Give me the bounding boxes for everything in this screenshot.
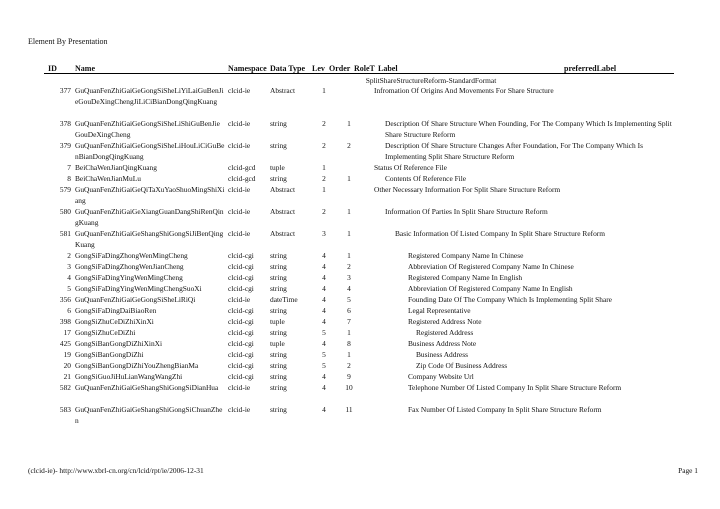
table-row xyxy=(0,118,720,140)
row-name: GongSiZhuCeDiZhiXinXi xyxy=(75,317,154,326)
row-order: 2 xyxy=(347,141,351,150)
row-id: 6 xyxy=(67,306,71,315)
table-row xyxy=(0,305,720,316)
row-level: 2 xyxy=(322,119,326,128)
row-id: 356 xyxy=(59,295,71,304)
row-order: 7 xyxy=(347,317,351,326)
row-label: Registered Company Name In English xyxy=(408,273,523,282)
row-id: 17 xyxy=(63,328,71,337)
row-name: GongSiFaDingZhongWenMingCheng xyxy=(75,251,188,260)
table-row xyxy=(0,228,720,250)
row-namespace: clcid-ie xyxy=(228,383,251,392)
row-name: GongSiFaDingZhongWenJianCheng xyxy=(75,262,184,271)
header-id: ID xyxy=(48,64,57,73)
table-row xyxy=(0,261,720,272)
header-level: Lev xyxy=(312,64,325,73)
row-order: 6 xyxy=(347,306,351,315)
footer-source: (clcid-ie)- http://www.xbrl-cn.org/cn/lcid/rpt/ie/2006-12-31 xyxy=(28,466,204,475)
row-data-type: string xyxy=(270,174,287,183)
footer-page-number: Page 1 xyxy=(678,466,698,475)
row-order: 2 xyxy=(347,262,351,271)
row-data-type: string xyxy=(270,383,287,392)
row-id: 581 xyxy=(59,229,71,238)
row-namespace: clcid-cgi xyxy=(228,273,254,282)
row-data-type: string xyxy=(270,141,287,150)
row-label: Abbreviation Of Registered Company Name In English xyxy=(408,284,573,293)
row-order: 10 xyxy=(345,383,353,392)
row-label: Founding Date Of The Company Which Is Implementing Split Share xyxy=(408,295,612,304)
row-name: GuQuanFenZhiGaiGeGongSiSheLiYiLaiGuBenJieGouDeXingChengJiLiCiBianDongQingKuang xyxy=(75,86,224,106)
row-id: 579 xyxy=(59,185,71,194)
row-data-type: Abstract xyxy=(270,229,296,238)
row-name: GuQuanFenZhiGaiGeGongSiSheLiHouLiCiGuBenBianDongQingKuang xyxy=(75,141,225,161)
row-label: Infromation Of Origins And Movements For Share Structure xyxy=(374,86,554,95)
row-namespace: clcid-cgi xyxy=(228,262,254,271)
row-id: 425 xyxy=(59,339,71,348)
row-label: Other Necessary Information For Split Share Structure Reform xyxy=(374,185,561,194)
row-level: 2 xyxy=(322,174,326,183)
row-id: 2 xyxy=(67,251,71,260)
header-role: RoleT xyxy=(354,64,375,73)
row-name: BeiChaWenJianMuLu xyxy=(75,174,141,183)
row-data-type: Abstract xyxy=(270,185,296,194)
row-label: Basic Information Of Listed Company In Split Share Structure Reform xyxy=(395,229,605,238)
row-label: Status Of Reference File xyxy=(374,163,447,172)
row-order: 1 xyxy=(347,174,351,183)
row-level: 4 xyxy=(322,284,326,293)
row-id: 378 xyxy=(59,119,71,128)
document-title: Element By Presentation xyxy=(28,37,108,46)
row-namespace: clcid-cgi xyxy=(228,317,254,326)
row-label: Zip Code Of Business Address xyxy=(416,361,508,370)
row-label: Telephone Number Of Listed Company In Split Share Structure Reform xyxy=(408,383,622,392)
row-data-type: string xyxy=(270,119,287,128)
table-row xyxy=(0,349,720,360)
row-level: 5 xyxy=(322,361,326,370)
row-namespace: clcid-ie xyxy=(228,207,251,216)
row-id: 398 xyxy=(59,317,71,326)
row-order: 8 xyxy=(347,339,351,348)
row-name: GuQuanFenZhiGaiGeGongSiSheLiShiGuBenJieGouDeXingCheng xyxy=(75,119,220,139)
row-namespace: clcid-cgi xyxy=(228,339,254,348)
table-row xyxy=(0,294,720,305)
row-id: 8 xyxy=(67,174,71,183)
row-level: 4 xyxy=(322,383,326,392)
row-id: 7 xyxy=(67,163,71,172)
row-level: 4 xyxy=(322,251,326,260)
row-name: GuQuanFenZhiGaiGeShangShiGongSiChuanZhen xyxy=(75,405,223,425)
row-level: 2 xyxy=(322,141,326,150)
header-data-type: Data Type xyxy=(270,64,306,73)
section-title: SplitShareStructureReform-StandardFormat xyxy=(365,76,497,85)
table-row xyxy=(0,162,720,173)
row-order: 3 xyxy=(347,273,351,282)
table-row xyxy=(0,272,720,283)
table-row xyxy=(0,250,720,261)
table-row xyxy=(0,316,720,327)
row-name: BeiChaWenJianQingKuang xyxy=(75,163,157,172)
row-label: Business Address xyxy=(416,350,468,359)
row-namespace: clcid-cgi xyxy=(228,372,254,381)
row-order: 1 xyxy=(347,328,351,337)
row-level: 4 xyxy=(322,339,326,348)
row-name: GongSiFaDingYingWenMingChengSuoXi xyxy=(75,284,202,293)
row-data-type: tuple xyxy=(270,317,285,326)
header-rule xyxy=(44,73,674,74)
row-level: 5 xyxy=(322,350,326,359)
row-data-type: string xyxy=(270,284,287,293)
row-label: Description Of Share Structure Changes After Foundation, For The Company Which Is Implementing Split Share Structure Reform xyxy=(385,141,643,161)
row-namespace: clcid-ie xyxy=(228,119,251,128)
row-id: 580 xyxy=(59,207,71,216)
row-namespace: clcid-cgi xyxy=(228,284,254,293)
table-row xyxy=(0,283,720,294)
row-id: 379 xyxy=(59,141,71,150)
row-id: 20 xyxy=(63,361,71,370)
row-level: 5 xyxy=(322,328,326,337)
row-level: 3 xyxy=(322,229,326,238)
row-name: GuQuanFenZhiGaiGeXiangGuanDangShiRenQingKuang xyxy=(75,207,224,227)
row-name: GongSiFaDingDaiBiaoRen xyxy=(75,306,157,315)
row-data-type: tuple xyxy=(270,339,285,348)
row-id: 5 xyxy=(67,284,71,293)
row-data-type: Abstract xyxy=(270,86,296,95)
row-label: Registered Company Name In Chinese xyxy=(408,251,524,260)
row-namespace: clcid-cgi xyxy=(228,361,254,370)
row-data-type: string xyxy=(270,328,287,337)
row-name: GongSiBanGongDiZhi xyxy=(75,350,144,359)
row-level: 1 xyxy=(322,163,326,172)
row-data-type: string xyxy=(270,405,287,414)
row-level: 4 xyxy=(322,306,326,315)
row-order: 5 xyxy=(347,295,351,304)
row-level: 1 xyxy=(322,185,326,194)
row-data-type: string xyxy=(270,251,287,260)
row-namespace: clcid-gcd xyxy=(228,174,256,183)
row-data-type: string xyxy=(270,350,287,359)
row-label: Business Address Note xyxy=(408,339,477,348)
row-label: Description Of Share Structure When Founding, For The Company Which Is Implementing Split Share Structure Reform xyxy=(385,119,672,139)
row-data-type: Abstract xyxy=(270,207,296,216)
row-data-type: string xyxy=(270,273,287,282)
row-label: Registered Address Note xyxy=(408,317,482,326)
row-id: 582 xyxy=(59,383,71,392)
row-namespace: clcid-ie xyxy=(228,185,251,194)
header-name: Name xyxy=(75,64,95,73)
row-data-type: string xyxy=(270,306,287,315)
row-namespace: clcid-cgi xyxy=(228,328,254,337)
header-label: Label xyxy=(378,64,398,73)
row-label: Registered Address xyxy=(416,328,474,337)
header-order: Order xyxy=(329,64,351,73)
row-level: 1 xyxy=(322,86,326,95)
row-id: 21 xyxy=(63,372,71,381)
row-label: Abbreviation Of Registered Company Name In Chinese xyxy=(408,262,574,271)
row-namespace: clcid-ie xyxy=(228,295,251,304)
row-level: 4 xyxy=(322,262,326,271)
row-namespace: clcid-ie xyxy=(228,141,251,150)
row-name: GuQuanFenZhiGaiGeShangShiGongSiJiBenQingKuang xyxy=(75,229,224,249)
row-name: GuQuanFenZhiGaiGeQiTaXuYaoShuoMingShiXiang xyxy=(75,185,225,205)
row-label: Legal Representative xyxy=(408,306,471,315)
row-level: 4 xyxy=(322,372,326,381)
row-level: 4 xyxy=(322,317,326,326)
row-namespace: clcid-ie xyxy=(228,86,251,95)
row-level: 2 xyxy=(322,207,326,216)
row-namespace: clcid-ie xyxy=(228,229,251,238)
row-namespace: clcid-gcd xyxy=(228,163,256,172)
row-order: 2 xyxy=(347,361,351,370)
row-order: 4 xyxy=(347,284,351,293)
row-name: GongSiBanGongDiZhiYouZhengBianMa xyxy=(75,361,199,370)
row-id: 3 xyxy=(67,262,71,271)
row-name: GongSiGuoJiHuLianWangWangZhi xyxy=(75,372,183,381)
row-name: GuQuanFenZhiGaiGeGongSiSheLiRiQi xyxy=(75,295,196,304)
row-order: 1 xyxy=(347,350,351,359)
header-namespace: Namespace xyxy=(228,64,267,73)
row-label: Company Website Url xyxy=(408,372,474,381)
row-id: 377 xyxy=(59,86,71,95)
row-data-type: string xyxy=(270,372,287,381)
row-data-type: tuple xyxy=(270,163,285,172)
table-row xyxy=(0,404,720,426)
table-row xyxy=(0,184,720,206)
row-namespace: clcid-cgi xyxy=(228,306,254,315)
element-table xyxy=(0,85,720,426)
table-row xyxy=(0,140,720,162)
row-level: 4 xyxy=(322,405,326,414)
row-id: 19 xyxy=(63,350,71,359)
table-row xyxy=(0,173,720,184)
row-level: 4 xyxy=(322,273,326,282)
table-row xyxy=(0,360,720,371)
row-name: GongSiZhuCeDiZhi xyxy=(75,328,136,337)
row-name: GuQuanFenZhiGaiGeShangShiGongSiDianHua xyxy=(75,383,219,392)
row-id: 4 xyxy=(67,273,71,282)
row-label: Contents Of Reference File xyxy=(385,174,467,183)
row-level: 4 xyxy=(322,295,326,304)
row-label: Fax Number Of Listed Company In Split Share Structure Reform xyxy=(408,405,602,414)
row-namespace: clcid-ie xyxy=(228,405,251,414)
row-order: 1 xyxy=(347,207,351,216)
row-order: 1 xyxy=(347,119,351,128)
row-data-type: string xyxy=(270,361,287,370)
header-preferred-label: preferredLabel xyxy=(564,64,617,73)
row-name: GongSiFaDingYingWenMingCheng xyxy=(75,273,183,282)
table-row xyxy=(0,371,720,382)
table-row xyxy=(0,338,720,349)
row-label: Information Of Parties In Split Share Structure Reform xyxy=(385,207,548,216)
row-order: 1 xyxy=(347,251,351,260)
table-row xyxy=(0,206,720,228)
row-order: 9 xyxy=(347,372,351,381)
table-row xyxy=(0,327,720,338)
table-row xyxy=(0,85,720,118)
row-namespace: clcid-cgi xyxy=(228,251,254,260)
row-namespace: clcid-cgi xyxy=(228,350,254,359)
row-data-type: dateTime xyxy=(270,295,298,304)
row-order: 1 xyxy=(347,229,351,238)
table-row xyxy=(0,382,720,404)
row-data-type: string xyxy=(270,262,287,271)
row-id: 583 xyxy=(59,405,71,414)
row-name: GongSiBanGongDiZhiXinXi xyxy=(75,339,163,348)
row-order: 11 xyxy=(345,405,353,414)
